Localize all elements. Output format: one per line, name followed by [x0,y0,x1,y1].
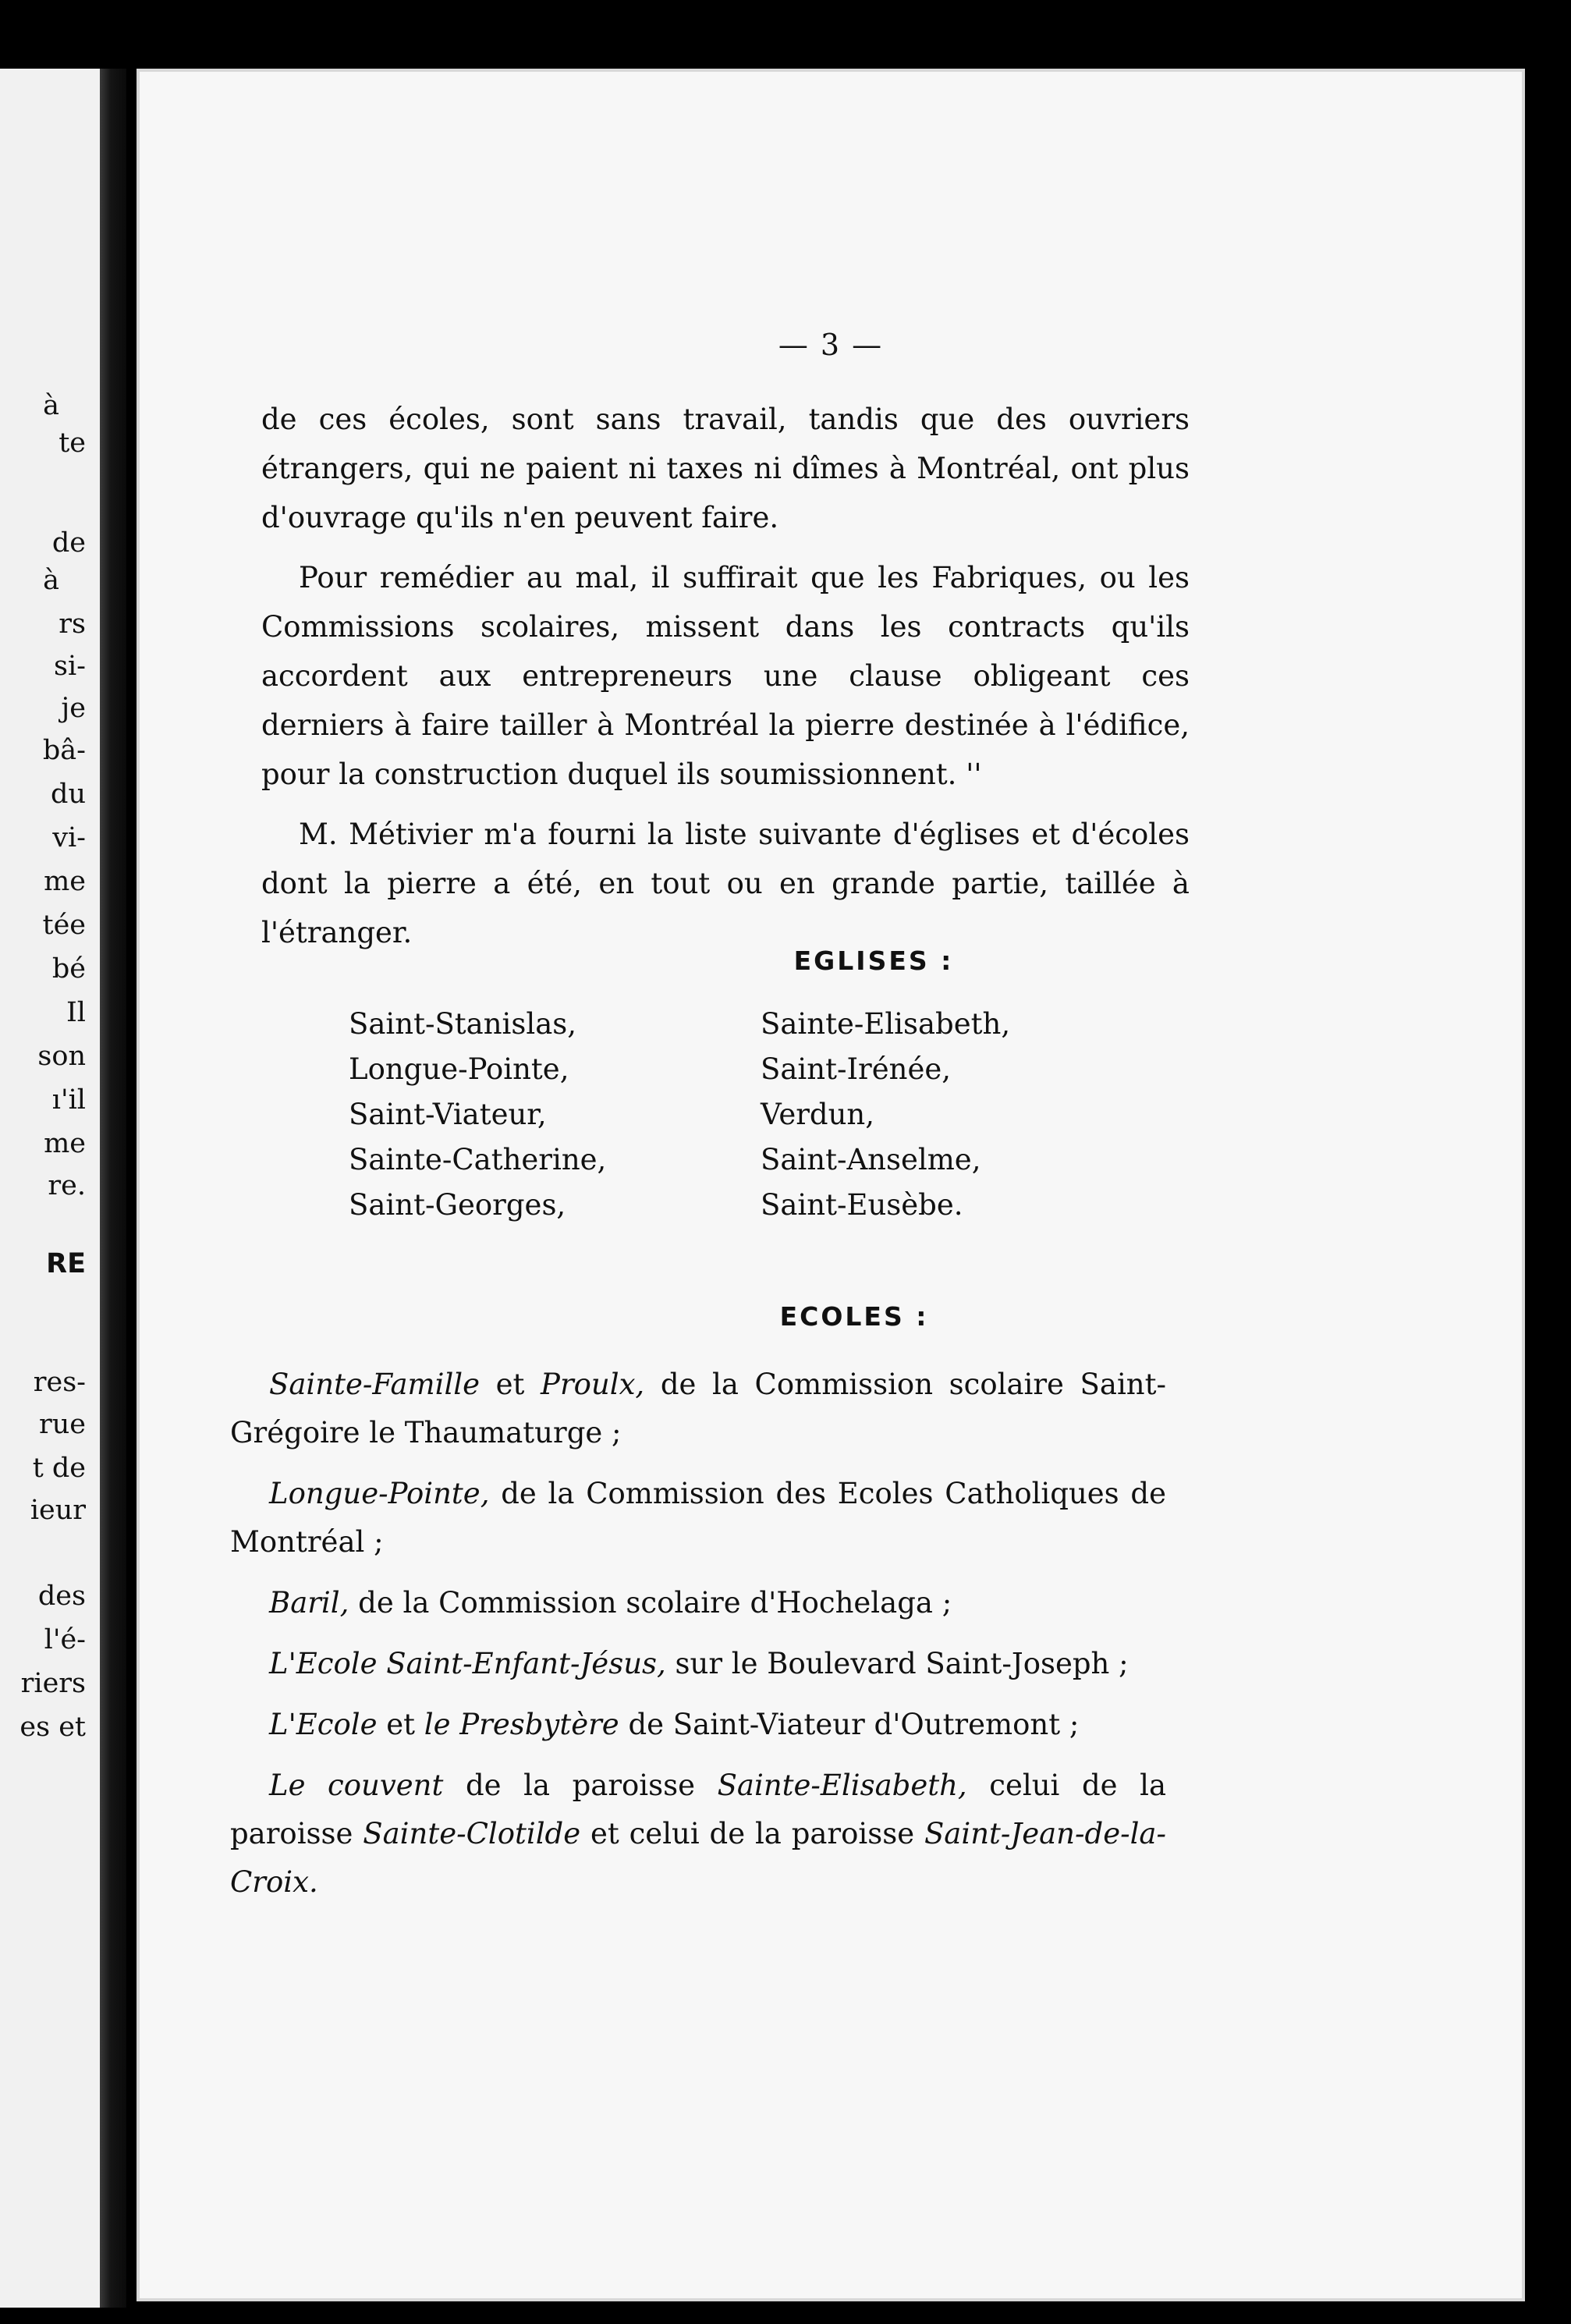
school-name: L'Ecole [269,1708,378,1741]
left-page-fragment: rue [39,1409,86,1440]
church-item: Sainte-Catherine, [349,1143,607,1176]
school-text: de la Commission des Ecoles Catholiques de Montréal ; [230,1477,1166,1559]
section-heading-eglises: EGLISES : [793,946,954,976]
left-page-fragment: de [51,527,86,559]
section-heading-ecoles: ECOLES : [779,1301,929,1332]
left-page-fragment: l'é- [44,1624,86,1655]
school-text: et celui de la paroisse [580,1817,924,1850]
school-item [230,1470,1166,1566]
school-text: et [377,1708,424,1741]
left-page-fragment: me [44,1128,86,1159]
church-item: Verdun, [761,1098,875,1131]
school-name: Sainte-Clotilde [363,1817,581,1850]
left-page-fragment: res- [33,1367,86,1398]
school-name: Sainte-Elisabeth, [717,1769,967,1802]
church-list-right [761,1002,1010,1228]
school-name: Le couvent [269,1769,444,1802]
church-item: Saint-Stanislas, [349,1007,577,1041]
left-page-fragment: riers [20,1668,86,1699]
church-list-left [349,1002,606,1228]
church-item: Saint-Georges, [349,1188,566,1222]
school-item [230,1361,1166,1457]
school-name: le Presbytère [424,1708,619,1741]
left-page-fragment: bé [51,953,86,985]
school-text: de la Commission scolaire d'Hochelaga ; [349,1586,952,1620]
left-page-fragment: Il [66,997,86,1028]
left-page-fragment: RE [46,1248,86,1279]
church-item: Saint-Anselme, [761,1143,981,1176]
page-number: — 3 — [778,328,884,362]
left-page-fragment: si- [54,651,86,682]
school-name: Proulx, [541,1368,645,1401]
left-page-fragment: à [43,390,59,421]
church-item: Saint-Eusèbe. [761,1188,963,1222]
paragraph: de ces écoles, sont sans travail, tandis que des ouvriers étrangers, qui ne paient ni taxes ni dîmes à Montréal, ont plus d'ouvrage qu'ils n'en peuvent faire. [261,403,1190,534]
school-name: Baril, [269,1586,349,1620]
body-text [261,395,1190,968]
school-text: de la Commission scolaire Saint-Grégoire le Thaumaturge ; [230,1368,1166,1449]
left-page-fragment: t de [32,1453,86,1484]
school-text: de Saint-Viateur d'Outremont ; [619,1708,1080,1741]
left-page-fragment: bâ- [42,735,86,766]
document-page [137,69,1525,2301]
paragraph: M. Métivier m'a fourni la liste suivante d'églises et d'écoles dont la pierre a été, en tout ou en grande partie, taillée à l'étranger. [261,818,1190,949]
school-text: sur le Boulevard Saint-Joseph ; [665,1647,1129,1680]
left-page-fragment: ı'il [51,1084,86,1116]
school-name: L'Ecole Saint-Enfant-Jésus, [269,1647,666,1680]
school-text: celui de la paroisse [230,1769,1167,1850]
left-page-fragment: son [37,1041,86,1072]
left-page-fragment: rs [59,608,86,640]
church-item: Longue-Pointe, [349,1052,569,1086]
church-item: Saint-Viateur, [349,1098,547,1131]
school-name: Longue-Pointe, [269,1477,490,1510]
left-page-fragment: des [37,1581,86,1612]
school-item [230,1579,1166,1627]
left-page-fragment: vi- [52,822,86,853]
left-page-fragment: es et [20,1712,86,1743]
left-page-fragment: ieur [30,1495,86,1526]
left-page-fragment: tée [42,910,86,941]
school-item [230,1640,1166,1688]
left-page-fragment: me [44,866,86,897]
left-page-fragment: à [43,565,59,596]
left-page-fragment: du [51,779,86,810]
church-item: Sainte-Elisabeth, [761,1007,1011,1041]
left-page-fragment: te [59,428,86,459]
paragraph: Pour remédier au mal, il suffirait que les Fabriques, ou les Commissions scolaires, missent dans les contracts qu'ils accordent aux entrepreneurs une clause obligeant ces derniers à faire tailler à Montréal la pierre destinée à l'édifice, pour la construction duquel ils soumissionnent. '' [261,561,1190,791]
school-item [230,1701,1166,1749]
school-text: et [480,1368,541,1401]
school-name: Saint-Jean-de-la-Croix. [230,1817,1166,1899]
previous-page-fragment [0,69,100,2308]
school-text: de la paroisse [443,1769,718,1802]
left-page-fragment: je [61,693,86,724]
school-item [230,1762,1166,1907]
left-page-fragment: re. [48,1170,86,1201]
book-gutter [100,69,126,2308]
school-name: Sainte-Famille [269,1368,481,1401]
school-list [230,1361,1166,1919]
church-item: Saint-Irénée, [761,1052,952,1086]
